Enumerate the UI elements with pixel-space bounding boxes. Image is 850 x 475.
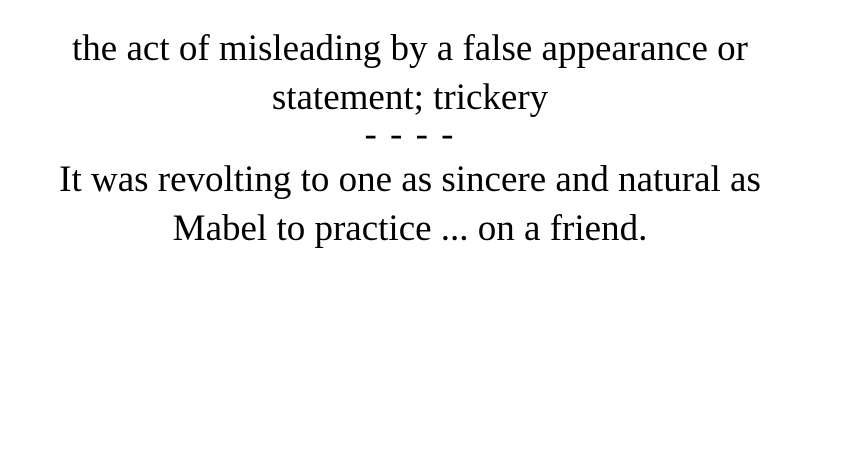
separator: - - - - xyxy=(364,114,456,155)
definition-text: the act of misleading by a false appearance or statement; trickery xyxy=(72,28,748,118)
example-sentence: It was revolting to one as sincere and natural as Mabel to practice ... on a friend. xyxy=(59,159,761,249)
